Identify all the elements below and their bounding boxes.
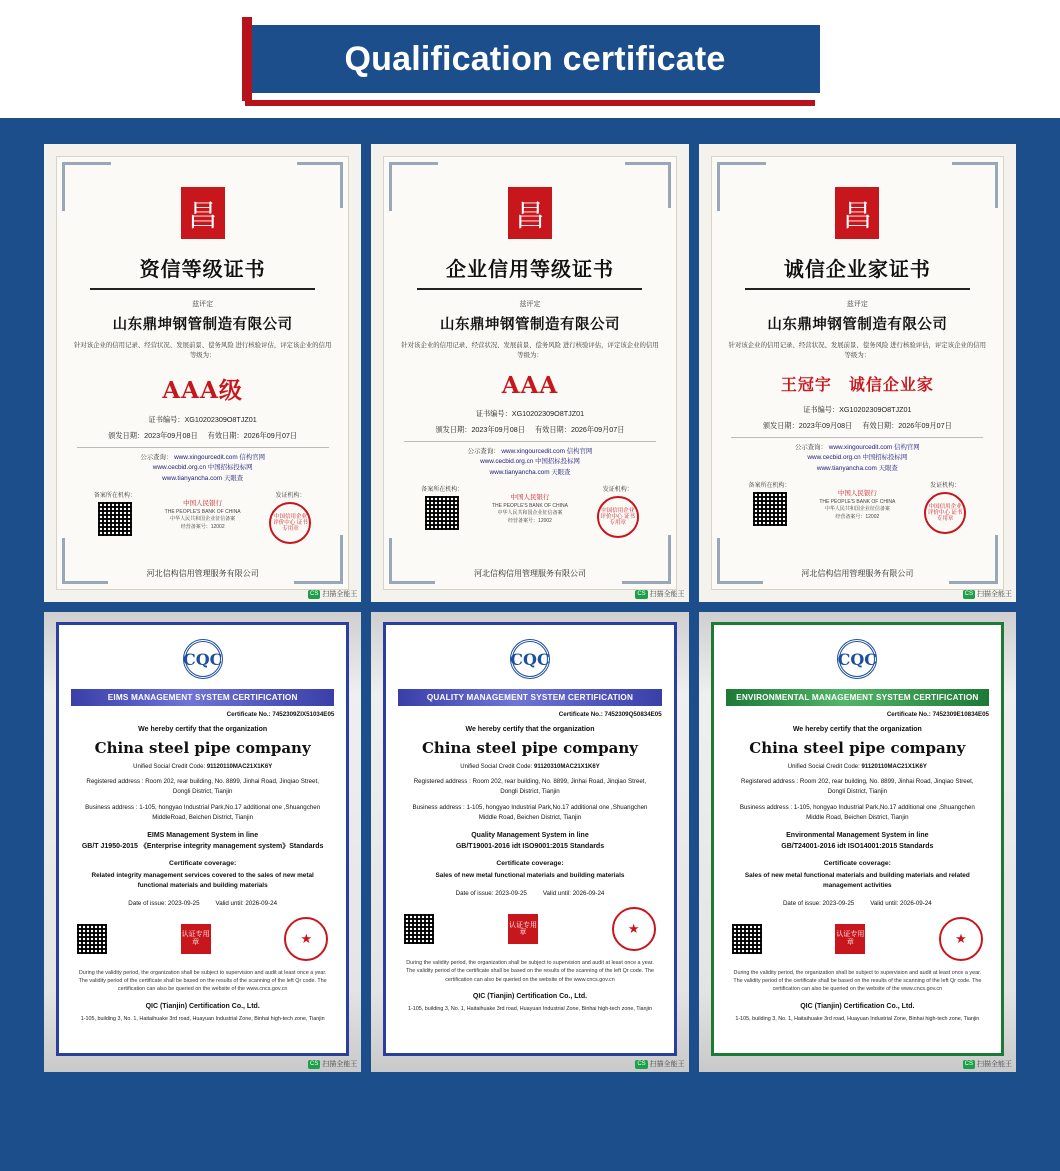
- bank-column: [486, 484, 574, 525]
- scan-watermark: [963, 589, 1012, 599]
- credit-grade: AAA级: [162, 377, 243, 405]
- valid-date: [870, 900, 931, 907]
- bank-column: [159, 490, 247, 531]
- coverage-text: Sales of new metal functional materials and building materials: [435, 872, 625, 880]
- divider: [77, 447, 329, 448]
- qr-code-icon[interactable]: [404, 914, 434, 944]
- certificate-card[interactable]: [371, 612, 688, 1072]
- credit-grade: 王冠宇 诚信企业家: [780, 375, 934, 395]
- scan-badge: CS: [637, 1060, 646, 1067]
- corner-ornament-icon: [297, 162, 343, 208]
- qr-column: [726, 480, 814, 526]
- bank-block: [159, 499, 247, 531]
- valid-date-value: 2026年09月07日: [898, 421, 952, 431]
- certificate-number: [887, 711, 989, 718]
- bank-code: 经营备案号：12002: [508, 517, 552, 524]
- rated-label: 兹评定: [519, 301, 541, 308]
- issue-date-label: 颁发日期：: [762, 421, 799, 431]
- certificate-title: 企业信用等级证书: [445, 257, 614, 281]
- standard-block: [456, 831, 604, 852]
- issuing-organization: 河北信构信用管理服务有限公司: [146, 569, 259, 578]
- certificate-banner: QUALITY MANAGEMENT SYSTEM CERTIFICATION: [398, 689, 661, 706]
- valid-date: [208, 431, 298, 441]
- business-address-label: Business address :: [412, 804, 465, 812]
- valid-date-label: Valid until:: [870, 899, 899, 907]
- public-query-line: www.cecbid.org.cn 中国招标投标网: [807, 454, 908, 462]
- official-seal-icon: 中国信用企业评价中心 证书专用章: [924, 492, 966, 534]
- valid-date: [216, 900, 277, 907]
- registered-address-label: Registered address :: [413, 778, 471, 785]
- public-query-label: 公示查询：: [795, 444, 827, 452]
- scan-badge: CS: [964, 1060, 973, 1067]
- credit-code-value: 91120110MAC21X1K6Y: [206, 764, 273, 770]
- iso-certificate-2: [383, 622, 676, 1056]
- bank-name-cn: 中国人民银行: [510, 493, 550, 501]
- scan-badge: CS: [964, 590, 973, 597]
- red-stamp-icon: 认证专用章: [508, 914, 538, 944]
- coverage-text: Related integrity management services covered to the sales of new metal functional materials and building materials: [91, 872, 314, 890]
- coverage-text: Sales of new metal functional materials and building materials and related management activities: [744, 872, 970, 890]
- registered-address-label: Registered address :: [86, 778, 144, 785]
- business-address-label: Business address :: [739, 804, 793, 812]
- standard-line-2: GB/T24001-2016 idt ISO14001:2015 Standards: [781, 842, 934, 850]
- public-query-line: www.xingourcedit.com 信构官网: [501, 448, 593, 456]
- bank-name-en: THE PEOPLE'S BANK OF CHINA: [492, 502, 568, 509]
- issue-org-label: 发证机构：: [275, 492, 306, 499]
- page-title: Qualification certificate: [344, 39, 726, 78]
- registered-address-label: Registered address :: [741, 778, 799, 785]
- organization-name: China steel pipe company: [749, 739, 966, 757]
- credit-code-value: 91120310MAC21X1K6Y: [533, 764, 600, 770]
- scan-badge: CS: [309, 590, 319, 597]
- certificate-banner: EIMS MANAGEMENT SYSTEM CERTIFICATION: [71, 689, 334, 706]
- record-label: 备案所在机构：: [748, 482, 791, 489]
- certificate-dates: [783, 900, 932, 907]
- validity-note: During the validity period, the organization shall be subject to supervision and audit at least once a year. The validity period of the certificate shall be based on the results of the scanning of the left Qr code. The certification can also be queried on the website of the www.cncs.gov.cn: [733, 969, 982, 993]
- corner-ornament-icon: [625, 162, 671, 208]
- issuing-organization: 河北信构信用管理服务有限公司: [473, 569, 586, 578]
- certificate-number: [803, 405, 911, 415]
- registered-address: [405, 777, 655, 796]
- valid-date-value: 2026年09月07日: [243, 431, 298, 441]
- company-name: 山东鼎坤钢管制造有限公司: [112, 316, 293, 333]
- business-address: [732, 803, 982, 822]
- certificate-dates: [763, 421, 952, 431]
- scan-label: 扫描全能王: [977, 591, 1012, 598]
- certificate-number-label: Certificate No.:: [226, 711, 271, 718]
- standard-block: [781, 831, 933, 852]
- company-name: 山东鼎坤钢管制造有限公司: [439, 316, 620, 333]
- validity-note: During the validity period, the organization shall be subject to supervision and audit at least once a year. The validity period of the certificate shall be based on the results of the scanning of the left Qr code. The certification can also be queried on the website of the www.cncs.gov.cn: [78, 969, 327, 993]
- round-seal-icon: [939, 917, 983, 961]
- certificate-number: [149, 415, 257, 425]
- cqc-logo-icon: CQC: [510, 639, 550, 679]
- divider: [404, 441, 656, 442]
- registered-address-value: Room 202, rear building, No. 8899, Jinhai Road, Jinqiao Street, Dongli District, Tianjin: [472, 778, 647, 795]
- certificate-card[interactable]: [44, 612, 361, 1072]
- standard-block: [82, 831, 324, 852]
- credit-certificate-3: [711, 156, 1004, 590]
- red-stamp-icon: 认证专用章: [181, 924, 211, 954]
- scan-label: 扫描全能王: [322, 1061, 358, 1068]
- issue-date-label: Date of issue:: [128, 899, 167, 907]
- certificates-grid: [44, 144, 1016, 1131]
- certificate-number-label: Certificate No.:: [886, 711, 931, 718]
- seal-column: [247, 490, 335, 544]
- standard-line-1: Quality Management System in line: [471, 832, 589, 840]
- certificate-banner: ENVIRONMENTAL MANAGEMENT SYSTEM CERTIFICATION: [726, 689, 989, 706]
- standard-line-2: GB/T J1950-2015 《Enterprise integrity management system》Standards: [81, 842, 324, 850]
- page-header: [0, 0, 1060, 118]
- issue-date-value: 2023年09月08日: [471, 425, 525, 435]
- certificate-number-value: XG10202309O8TJZ01: [839, 405, 912, 415]
- certificate-number-label: 证书编号：: [475, 409, 512, 419]
- certificate-number-value: XG10202309O8TJZ01: [184, 415, 257, 425]
- qr-code-icon[interactable]: [98, 502, 132, 536]
- issue-date-value: 2023年09月08日: [144, 431, 198, 441]
- valid-date-label: 有效日期：: [862, 421, 899, 431]
- stamps-row: [398, 907, 661, 951]
- certify-lead: We hereby certify that the organization: [792, 726, 922, 733]
- page-title-box: [250, 25, 820, 93]
- star-icon: ★: [627, 920, 640, 936]
- official-seal-icon: 中国信用企业评价中心 证书专用章: [269, 502, 311, 544]
- certificate-dates: [128, 900, 277, 907]
- bank-sub: 中华人民共和国企业征信备案: [170, 516, 236, 523]
- title-rule: [417, 288, 642, 290]
- certificate-description: 针对该企业的信用记录、经营状况、发展前景、偿务风险 进行核验评估，评定该企业的信用等级为：: [401, 342, 659, 359]
- rated-label: 兹评定: [192, 301, 214, 308]
- valid-date-label: Valid until:: [542, 890, 571, 898]
- standard-line-2: GB/T19001-2016 idt ISO9001:2015 Standards: [455, 842, 605, 850]
- valid-date: [543, 890, 604, 897]
- credit-code-label: Unified Social Credit Code:: [460, 764, 533, 770]
- issue-date: [435, 425, 525, 435]
- public-query-label: 公示查询：: [140, 454, 173, 462]
- credit-code: [133, 764, 272, 770]
- qr-code-icon[interactable]: [425, 496, 459, 530]
- standard-line-1: Environmental Management System in line: [786, 832, 929, 840]
- credit-certificate-1: [56, 156, 349, 590]
- scan-badge: CS: [309, 1060, 319, 1067]
- scan-label: 扫描全能王: [649, 591, 685, 598]
- certificate-title: 诚信企业家证书: [783, 257, 931, 281]
- certificate-number-value: 7452309E10834E05: [932, 711, 989, 718]
- qr-code-icon[interactable]: [77, 924, 107, 954]
- record-label: 备案所在机构：: [421, 486, 464, 493]
- issue-date: [128, 900, 199, 907]
- coverage-heading: Certificate coverage:: [823, 860, 891, 868]
- credit-code-label: Unified Social Credit Code:: [787, 764, 860, 770]
- issue-date-label: 颁发日期：: [108, 431, 145, 441]
- certificate-number-value: XG10202309O8TJZ01: [511, 409, 585, 419]
- certificate-card[interactable]: [44, 144, 361, 602]
- issue-date-label: 颁发日期：: [435, 425, 472, 435]
- record-block: [71, 490, 334, 544]
- qr-column: [71, 490, 159, 536]
- certificate-number-label: 证书编号：: [148, 415, 185, 425]
- valid-date-label: Valid until:: [215, 899, 244, 907]
- issue-org-label: 发证机构：: [930, 482, 961, 489]
- bank-sub: 中华人民共和国企业征信备案: [824, 506, 890, 513]
- qr-code-icon[interactable]: [732, 924, 762, 954]
- public-query-label: 公示查询：: [467, 448, 500, 456]
- certify-lead: We hereby certify that the organization: [138, 726, 268, 733]
- coverage-heading: Certificate coverage:: [496, 860, 564, 868]
- public-query-line: www.tianyancha.com 天眼查: [162, 474, 244, 482]
- business-address: [78, 803, 328, 822]
- certificate-number-value: 7452309ZIX51034E05: [272, 711, 335, 718]
- public-query-line: www.tianyancha.com 天眼查: [489, 468, 571, 476]
- credit-emblem-icon: 昌: [835, 187, 879, 239]
- certificate-number-value: 7452309Q50834E05: [604, 711, 662, 718]
- credit-code: [460, 764, 599, 770]
- corner-ornament-icon: [952, 162, 998, 208]
- stamps-row: [726, 917, 989, 961]
- certificate-title: 资信等级证书: [139, 257, 266, 281]
- credit-certificate-2: [383, 156, 676, 590]
- credit-code-value: 91120110MAC21X1K6Y: [861, 764, 927, 770]
- certificate-dates: [435, 425, 624, 435]
- red-stamp-icon: 认证专用章: [835, 924, 865, 954]
- official-seal-icon: 中国信用企业评价中心 证书专用章: [597, 496, 639, 538]
- issue-org-label: 发证机构：: [602, 486, 633, 493]
- issuing-organization: 河北信构信用管理服务有限公司: [801, 569, 914, 578]
- certificate-card[interactable]: [699, 144, 1016, 602]
- valid-date-value: 2026-09-24: [572, 890, 605, 898]
- registered-address: [78, 777, 328, 796]
- bank-block: [486, 493, 574, 525]
- issue-date-label: Date of issue:: [455, 890, 494, 898]
- business-address-label: Business address :: [85, 804, 138, 812]
- business-address-value: 1-105, hongyao Industrial Park,No.17 additional one ,Shuangchen Middle Road, Beichen District, Tianjin: [466, 804, 648, 821]
- business-address: [405, 803, 655, 822]
- bank-sub: 中华人民共和国企业征信备案: [497, 510, 563, 517]
- issue-date: [108, 431, 198, 441]
- issue-date: [783, 900, 854, 907]
- certificate-number: [227, 711, 335, 718]
- scan-label: 扫描全能王: [977, 1061, 1012, 1068]
- title-rule: [90, 288, 315, 290]
- bank-name-cn: 中国人民银行: [183, 499, 223, 507]
- credit-emblem-icon: 昌: [181, 187, 225, 239]
- public-query-line: www.xingourcedit.com 信构官网: [174, 454, 265, 462]
- certificates-board: [0, 118, 1060, 1171]
- organization-name: China steel pipe company: [94, 739, 311, 757]
- credit-emblem-icon: 昌: [508, 187, 552, 239]
- coverage-heading: Certificate coverage:: [169, 860, 237, 868]
- star-icon: ★: [955, 930, 967, 946]
- qr-code-icon[interactable]: [753, 492, 787, 526]
- bank-name-cn: 中国人民银行: [837, 489, 877, 497]
- certify-lead: We hereby certify that the organization: [465, 726, 595, 733]
- company-name: 山东鼎坤钢管制造有限公司: [767, 316, 948, 333]
- iso-certificate-3: [711, 622, 1004, 1056]
- scan-watermark: [635, 1059, 684, 1069]
- issuing-organization: QIC (Tianjin) Certification Co., Ltd.: [800, 1002, 915, 1010]
- registered-address-value: Room 202, rear building, No. 8899, Jinhai Road, Jinqiao Street, Dongli District, Tianjin: [145, 778, 319, 795]
- public-query-line: www.tianyancha.com 天眼查: [816, 464, 898, 472]
- record-block: [398, 484, 661, 538]
- issuing-organization: QIC (Tianjin) Certification Co., Ltd.: [145, 1002, 260, 1010]
- cqc-logo-icon: CQC: [837, 639, 877, 679]
- certificate-description: 针对该企业的信用记录、经营状况、发展前景、偿务风险 进行核验评估，评定该企业的信用等级为：: [73, 342, 332, 359]
- record-label: 备案所在机构：: [93, 492, 136, 499]
- validity-note: During the validity period, the organization shall be subject to supervision and audit at least once a year. The validity period of the certificate shall be based on the results of the scanning of the left Qr code. The certification can also be queried on the website of the www.cncs.gov.cn: [405, 960, 654, 983]
- registered-address: [732, 777, 982, 796]
- issuer-address: 1-105, building 3, No. 1, Haitaihuake 3rd road, Huayuan Industrial Zone, Binhai high-tech zone, Tianjin: [80, 1015, 325, 1022]
- round-seal-icon: [284, 917, 328, 961]
- issuer-address: 1-105, building 3, No. 1, Haitaihuake 3rd road, Huayuan Industrial Zone, Binhai high-tech zone, Tianjin: [735, 1015, 980, 1022]
- issuer-address: 1-105, building 3, No. 1, Haitaihuake 3rd road, Huayuan Industrial Zone, Binhai high-tech zone, Tianjin: [408, 1006, 652, 1013]
- divider: [731, 437, 983, 438]
- bank-name-en: THE PEOPLE'S BANK OF CHINA: [164, 508, 241, 515]
- scan-label: 扫描全能王: [322, 591, 358, 598]
- public-query-line: www.cecbid.org.cn 中国招标投标网: [152, 464, 253, 472]
- cqc-logo-icon: CQC: [183, 639, 223, 679]
- seal-column: [574, 484, 662, 538]
- issuing-organization: QIC (Tianjin) Certification Co., Ltd.: [472, 993, 588, 1001]
- issue-date-value: 2023-09-25: [495, 890, 527, 898]
- issue-date-value: 2023-09-25: [822, 899, 855, 907]
- bank-column: [813, 480, 901, 521]
- iso-certificate-1: [56, 622, 349, 1056]
- issue-date-label: Date of issue:: [782, 899, 821, 907]
- public-query-block: [795, 443, 920, 474]
- issue-date: [456, 890, 527, 897]
- valid-date: [862, 421, 952, 431]
- certificate-description: 针对该企业的信用记录、经营状况、发展前景、偿务风险 进行核验评估，评定该企业的信用等级为：: [728, 342, 987, 359]
- bank-code: 经营备案号：12002: [835, 513, 880, 520]
- qr-column: [398, 484, 486, 530]
- title-rule: [745, 288, 970, 290]
- business-address-value: 1-105, hongyao Industrial Park,No.17 additional one ,Shuangchen Middle Road, Beichen District, Tianjin: [793, 804, 975, 821]
- rated-label: 兹评定: [846, 301, 868, 308]
- scan-label: 扫描全能王: [649, 1061, 685, 1068]
- scan-watermark: [308, 1059, 357, 1069]
- valid-date-label: 有效日期：: [534, 425, 571, 435]
- standard-line-1: EIMS Management System in line: [147, 832, 259, 840]
- certificate-card[interactable]: [371, 144, 688, 602]
- valid-date-value: 2026-09-24: [900, 899, 932, 907]
- certificate-number-label: 证书编号：: [803, 405, 840, 415]
- issue-date-value: 2023年09月08日: [798, 421, 853, 431]
- bank-block: [813, 489, 901, 521]
- stamps-row: [71, 917, 334, 961]
- bank-code: 经营备案号：12002: [180, 523, 225, 530]
- public-query-line: www.cecbid.org.cn 中国招标投标网: [480, 458, 580, 466]
- certificate-number: [476, 409, 584, 419]
- certificate-number: [559, 711, 662, 718]
- scan-watermark: [635, 589, 684, 599]
- credit-code: [788, 764, 927, 770]
- scan-watermark: [308, 589, 357, 599]
- public-query-block: [140, 453, 265, 484]
- valid-date-value: 2026-09-24: [245, 899, 278, 907]
- credit-code-label: Unified Social Credit Code:: [133, 764, 206, 770]
- valid-date-label: 有效日期：: [207, 431, 244, 441]
- certificate-number-label: Certificate No.:: [558, 711, 603, 718]
- certificate-dates: [108, 431, 297, 441]
- certificate-card[interactable]: [699, 612, 1016, 1072]
- scan-badge: CS: [637, 590, 646, 597]
- scan-watermark: [963, 1059, 1012, 1069]
- public-query-line: www.xingourcedit.com 信构官网: [828, 444, 920, 452]
- seal-column: [901, 480, 989, 534]
- record-block: [726, 480, 989, 534]
- round-seal-icon: [612, 907, 656, 951]
- valid-date: [535, 425, 625, 435]
- issue-date-value: 2023-09-25: [167, 899, 200, 907]
- registered-address-value: Room 202, rear building, No. 8899, Jinhai Road, Jinqiao Street, Dongli District, Tianjin: [799, 778, 974, 795]
- valid-date-value: 2026年09月07日: [570, 425, 625, 435]
- title-underline: [245, 100, 815, 106]
- public-query-block: [468, 447, 593, 478]
- credit-grade: AAA: [501, 372, 559, 400]
- bank-name-en: THE PEOPLE'S BANK OF CHINA: [819, 498, 896, 505]
- star-icon: ★: [300, 930, 313, 946]
- business-address-value: 1-105, hongyao Industrial Park,No.17 additional one ,Shuangchen MiddleRoad, Beichen District, Tianjin: [139, 804, 321, 821]
- organization-name: China steel pipe company: [421, 739, 639, 757]
- certificate-dates: [456, 890, 605, 897]
- issue-date: [763, 421, 853, 431]
